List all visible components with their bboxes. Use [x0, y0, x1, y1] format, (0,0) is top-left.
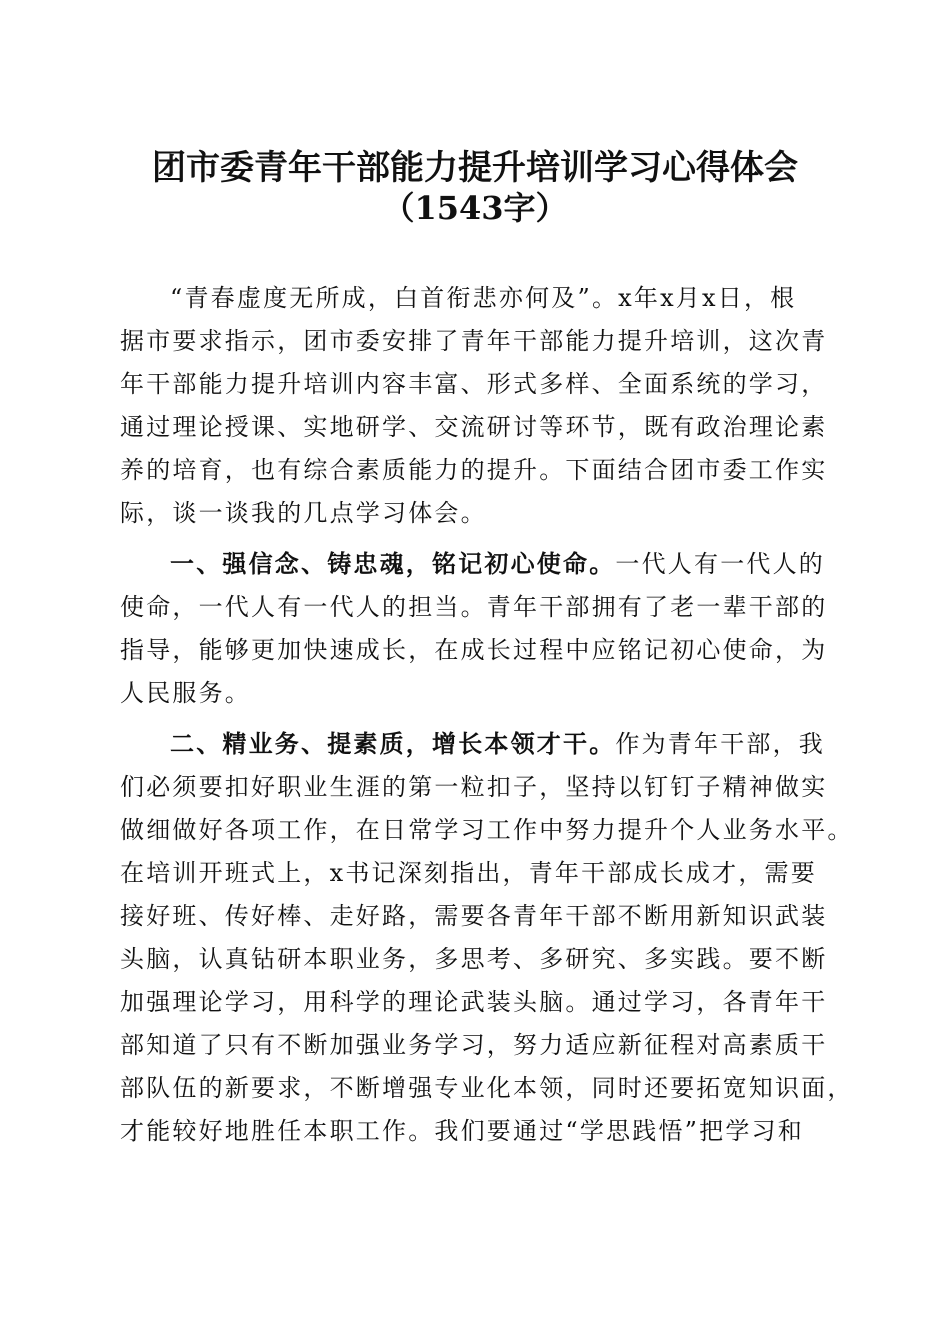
- intro-line: 年干部能力提升培训内容丰富、形式多样、全面系统的学习，: [120, 370, 828, 398]
- section1-first-line-text: 一代人有一代人的: [615, 550, 826, 578]
- section2-line: 加强理论学习，用科学的理论武装头脑。通过学习，各青年干: [120, 988, 828, 1016]
- section2-line: 才能较好地胜任本职工作。我们要通过“学思践悟”把学习和: [120, 1117, 804, 1145]
- section2-line: 接好班、传好棒、走好路，需要各青年干部不断用新知识武装: [120, 902, 828, 930]
- intro-line: 际，谈一谈我的几点学习体会。: [120, 499, 487, 527]
- section2-heading: 二、精业务、提素质，增长本领才干。: [170, 729, 616, 758]
- section2-line: 在培训开班式上，x书记深刻指出，青年干部成长成才，需要: [120, 859, 817, 887]
- section2-line: 头脑，认真钻研本职业务，多思考、多研究、多实践。要不断: [120, 945, 828, 973]
- intro-line: 养的培育，也有综合素质能力的提升。下面结合团市委工作实: [120, 456, 828, 484]
- section1-line: 使命，一代人有一代人的担当。青年干部拥有了老一辈干部的: [120, 593, 828, 621]
- section2-line: 们必须要扣好职业生涯的第一粒扣子，坚持以钉钉子精神做实: [120, 773, 828, 801]
- intro-line: “青春虚度无所成，白首衔悲亦何及”。x年x月x日，根: [170, 284, 797, 312]
- section2-first-line-text: 作为青年干部，我: [615, 730, 826, 758]
- section1-first-line: [170, 549, 825, 579]
- section2-line: 部队伍的新要求，不断增强专业化本领，同时还要拓宽知识面，: [120, 1074, 854, 1102]
- document-title: 团市委青年干部能力提升培训学习心得体会: [152, 148, 798, 188]
- section1-line: 指导，能够更加快速成长，在成长过程中应铭记初心使命，为: [120, 636, 828, 664]
- section2-line: 部知道了只有不断加强业务学习，努力适应新征程对高素质干: [120, 1031, 828, 1059]
- section2-line: 做细做好各项工作，在日常学习工作中努力提升个人业务水平。: [120, 816, 854, 844]
- section1-heading: 一、强信念、铸忠魂，铭记初心使命。: [170, 549, 616, 578]
- section2-first-line: [170, 729, 825, 759]
- intro-line: 通过理论授课、实地研学、交流研讨等环节，既有政治理论素: [120, 413, 828, 441]
- intro-line: 据市要求指示，团市委安排了青年干部能力提升培训，这次青: [120, 327, 828, 355]
- section1-line: 人民服务。: [120, 679, 251, 707]
- document-subtitle: （1543字）: [382, 189, 568, 227]
